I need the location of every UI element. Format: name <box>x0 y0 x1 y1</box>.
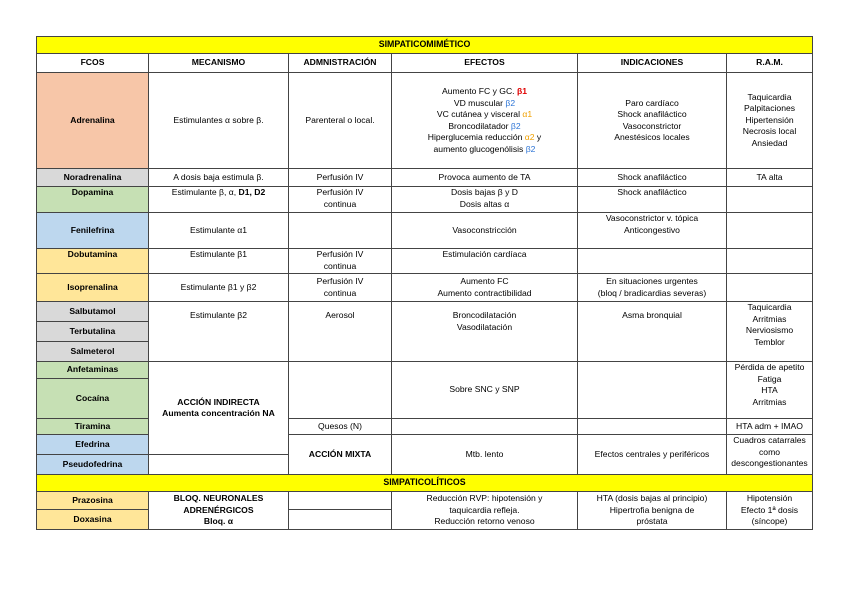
indication: Shock anafiláctico <box>617 109 687 119</box>
mechanism-line: Aumenta concentración NA <box>162 408 275 418</box>
receptor-label: α1 <box>522 109 533 119</box>
effect-line: Dosis bajas β y D <box>450 187 519 197</box>
receptor-label: β2 <box>510 120 521 131</box>
effect-line: Reducción retorno venoso <box>434 516 535 527</box>
drug-tiramina: Tiramina <box>37 419 149 435</box>
administracion-cell <box>289 187 392 213</box>
mechanism-line: Bloq. α <box>203 516 234 527</box>
administration-line: continua <box>323 287 357 298</box>
indicaciones-cell: Asma bronquial <box>578 302 727 362</box>
adverse-reaction: Hipertensión <box>745 114 794 125</box>
indicaciones-cell <box>578 419 727 435</box>
administracion-cell <box>289 492 392 510</box>
drug-dobutamina: Dobutamina <box>37 249 149 274</box>
effect-text: VD muscular <box>453 97 506 108</box>
indication: HTA (dosis bajas al principio) <box>596 493 708 504</box>
header-fcos: FCOS <box>37 54 149 73</box>
ram-cell: TA alta <box>727 169 813 187</box>
effect-line: Aumento FC <box>460 276 509 286</box>
administracion-cell: Perfusión IV <box>289 169 392 187</box>
indication: (bloq / bradicardias severas) <box>597 287 707 298</box>
drug-prazosina: Prazosina <box>37 492 149 510</box>
effect-text: Broncodilatador <box>448 120 511 131</box>
ram-cell <box>727 362 813 419</box>
indicaciones-cell: Shock anafiláctico <box>578 169 727 187</box>
header-ram: R.A.M. <box>727 54 813 73</box>
efectos-cell <box>392 419 578 435</box>
indication: próstata <box>636 516 668 527</box>
adverse-reaction: Fatiga <box>757 373 782 384</box>
adverse-reaction: Arritmias <box>752 396 787 407</box>
drug-salbutamol: Salbutamol <box>37 302 149 322</box>
mecanismo-cell <box>149 362 289 455</box>
ram-cell <box>727 73 813 169</box>
drug-efedrina: Efedrina <box>37 435 149 455</box>
administration-line: continua <box>323 260 357 271</box>
ram-cell <box>727 492 813 530</box>
efectos-cell <box>392 73 578 169</box>
mecanismo-cell: A dosis baja estimula β. <box>149 169 289 187</box>
drug-noradrenalina: Noradrenalina <box>37 169 149 187</box>
row-dobutamina <box>37 249 813 274</box>
ram-cell <box>727 213 813 249</box>
indication: Anticongestivo <box>624 224 680 235</box>
adverse-reaction: Pérdida de apetito <box>734 362 805 372</box>
pharmacology-table <box>36 36 813 530</box>
indication: En situaciones urgentes <box>606 276 698 286</box>
row-isoprenalina <box>37 274 813 302</box>
row-salbutamol <box>37 302 813 322</box>
section-title-simpaticomimetico: SIMPATICOMIMÉTICO <box>37 37 813 54</box>
adverse-reaction: Arritmias <box>752 313 787 324</box>
mecanismo-cell: Estimulante β2 <box>149 302 289 362</box>
header-administracion: ADMNISTRACIÓN <box>289 54 392 73</box>
indication: descongestionantes <box>731 458 808 468</box>
adverse-reaction: (síncope) <box>751 516 788 527</box>
header-row <box>37 54 813 73</box>
mechanism-line: BLOQ. NEURONALES <box>173 493 264 504</box>
indicaciones-cell <box>578 213 727 249</box>
header-indicaciones: INDICACIONES <box>578 54 727 73</box>
indicaciones-cell <box>578 362 727 419</box>
ram-cell: HTA adm + IMAO <box>727 419 813 435</box>
row-prazosina <box>37 492 813 510</box>
indicaciones-cell <box>727 435 813 475</box>
indicaciones-cell <box>578 492 727 530</box>
administracion-cell <box>289 249 392 274</box>
efectos-cell <box>392 274 578 302</box>
indication: Hipertrofia benigna de <box>609 504 695 515</box>
efectos-cell <box>392 187 578 213</box>
effect-line: Vasodilatación <box>456 321 513 332</box>
row-noradrenalina <box>37 169 813 187</box>
efectos-cell: Sobre SNC y SNP <box>392 362 578 419</box>
effect-line: Dosis altas α <box>459 198 510 209</box>
ram-cell <box>727 274 813 302</box>
drug-cocaina: Cocaína <box>37 379 149 419</box>
administration-line: Perfusión IV <box>316 276 364 286</box>
row-dopamina <box>37 187 813 213</box>
drug-salmeterol: Salmeterol <box>37 342 149 362</box>
adverse-reaction: Efecto 1ª dosis <box>740 504 799 515</box>
indicaciones-cell <box>578 274 727 302</box>
indication: Paro cardíaco <box>625 97 679 108</box>
mecanismo-cell: Estimulante α1 <box>149 213 289 249</box>
administracion-cell <box>289 362 392 419</box>
indication: Vasoconstrictor v. tópica <box>605 213 699 223</box>
effect-text: y <box>534 132 542 142</box>
effect-line: Reducción RVP: hipotensión y <box>426 493 543 504</box>
administracion-cell: Aerosol <box>289 302 392 362</box>
mechanism-line: ACCIÓN INDIRECTA <box>177 396 260 407</box>
mecanismo-cell: Estimulante β1 y β2 <box>149 274 289 302</box>
mecanismo-cell: Estimulante β1 <box>149 249 289 274</box>
effect-text: VC cutánea y visceral <box>436 109 523 119</box>
effect-line: Aumento contractibilidad <box>437 287 532 298</box>
mechanism-receptors: D1, D2 <box>238 187 266 197</box>
ram-cell <box>727 302 813 362</box>
adverse-reaction: Taquicardia <box>747 91 792 102</box>
effect-line: Broncodilatación <box>452 310 517 320</box>
adverse-reaction: Nerviosismo <box>745 325 794 335</box>
drug-doxasina: Doxasina <box>37 510 149 530</box>
indicaciones-cell <box>578 73 727 169</box>
row-fenilefrina <box>37 213 813 249</box>
mechanism-text: Estimulante β, α, <box>171 187 239 197</box>
administracion-cell: Mtb. lento <box>392 435 578 475</box>
receptor-label: β2 <box>525 143 536 154</box>
receptor-label: β2 <box>505 97 516 108</box>
indicaciones-cell: Shock anafiláctico <box>578 187 727 213</box>
adverse-reaction: Necrosis local <box>742 126 797 137</box>
section-title-simpaticoliticos: SIMPATICOLÍTICOS <box>37 475 813 492</box>
indicaciones-cell <box>578 249 727 274</box>
administration-line: continua <box>323 198 357 209</box>
drug-dopamina: Dopamina <box>37 187 149 213</box>
ram-cell <box>727 187 813 213</box>
adverse-reaction: Hipotensión <box>746 493 793 504</box>
efectos-cell: Estimulación cardíaca <box>392 249 578 274</box>
efectos-cell: Vasoconstricción <box>392 213 578 249</box>
administration-line: Perfusión IV <box>316 249 364 259</box>
mechanism-line: ADRENÉRGICOS <box>183 504 254 515</box>
administracion-cell: Parenteral o local. <box>289 73 392 169</box>
mecanismo-cell <box>149 187 289 213</box>
adverse-reaction: Taquicardia <box>747 302 792 312</box>
receptor-label: β1 <box>516 86 527 96</box>
administracion-cell: Quesos (N) <box>289 419 392 435</box>
adverse-reaction: HTA <box>761 385 778 395</box>
adverse-reaction: Palpitaciones <box>743 103 796 114</box>
drug-terbutalina: Terbutalina <box>37 322 149 342</box>
mecanismo-cell <box>149 492 289 530</box>
effect-text: Hiperglucemia reducción <box>427 132 525 142</box>
drug-adrenalina: Adrenalina <box>37 73 149 169</box>
row-adrenalina <box>37 73 813 169</box>
efectos-cell <box>392 492 578 530</box>
indication: Cuadros catarrales como <box>733 435 806 457</box>
effect-line: taquicardia refleja. <box>449 504 520 515</box>
administracion-cell <box>289 274 392 302</box>
drug-pseudofedrina: Pseudofedrina <box>37 455 149 475</box>
efectos-cell <box>392 302 578 362</box>
drug-fenilefrina: Fenilefrina <box>37 213 149 249</box>
adverse-reaction: Ansiedad <box>751 137 788 148</box>
administracion-cell <box>289 213 392 249</box>
drug-isoprenalina: Isoprenalina <box>37 274 149 302</box>
effect-text: aumento glucogenólisis <box>433 143 526 154</box>
mecanismo-cell: Estimulantes α sobre β. <box>149 73 289 169</box>
administration-line: Perfusión IV <box>316 187 364 197</box>
efectos-cell: Provoca aumento de TA <box>392 169 578 187</box>
header-efectos: EFECTOS <box>392 54 578 73</box>
indication: Vasoconstrictor <box>622 120 682 131</box>
administracion-cell <box>289 510 392 530</box>
ram-cell <box>727 249 813 274</box>
efectos-cell: Efectos centrales y periféricos <box>578 435 727 475</box>
header-mecanismo: MECANISMO <box>149 54 289 73</box>
adverse-reaction: Temblor <box>754 336 785 347</box>
mecanismo-cell: ACCIÓN MIXTA <box>289 435 392 475</box>
receptor-label: α2 <box>524 132 535 142</box>
drug-anfetaminas: Anfetaminas <box>37 362 149 379</box>
effect-text: Aumento FC y GC. <box>441 86 517 96</box>
row-anfetaminas <box>37 362 813 379</box>
indication: Anestésicos locales <box>614 132 690 142</box>
